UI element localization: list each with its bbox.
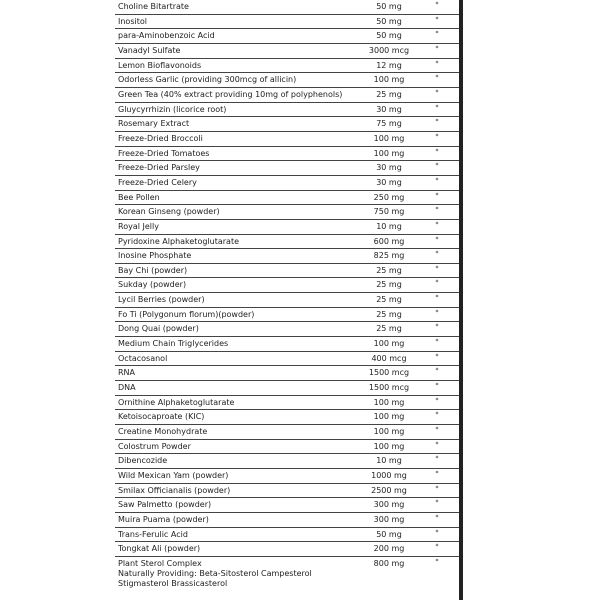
ingredient-amount: 75 mg: [376, 119, 402, 129]
ingredient-name: Dong Quai (powder): [118, 324, 199, 334]
ingredient-note-line-1: Naturally Providing: Beta-Sitosterol Campesterol: [118, 568, 312, 578]
ingredient-amount: 100 mg: [373, 75, 405, 85]
ingredient-name: Ornithine Alphaketoglutarate: [118, 397, 235, 407]
ingredient-amount: 50 mg: [376, 2, 402, 11]
ingredient-name: Freeze-Dried Parsley: [118, 163, 200, 173]
ingredient-amount: 300 mg: [373, 514, 405, 524]
table-row: [115, 513, 459, 528]
daily-value-marker: *: [435, 513, 439, 521]
daily-value-marker: *: [435, 147, 439, 155]
daily-value-marker: *: [435, 30, 439, 38]
daily-value-marker: *: [435, 235, 439, 243]
ingredient-amount: 50 mg: [376, 31, 402, 41]
ingredient-name: RNA: [118, 368, 136, 378]
ingredient-name: Sukday (powder): [118, 280, 187, 290]
daily-value-marker: *: [435, 279, 439, 287]
ingredient-amount: 100 mg: [373, 427, 405, 437]
ingredient-amount: 25 mg: [376, 295, 402, 305]
ingredient-amount: 50 mg: [376, 529, 402, 539]
table-row: [115, 381, 459, 396]
ingredient-amount: 1500 mcg: [368, 368, 410, 378]
ingredient-name: Green Tea (40% extract providing 10mg of polyphenols): [118, 89, 343, 99]
table-row: [115, 191, 459, 206]
daily-value-marker: *: [435, 191, 439, 199]
daily-value-marker: *: [435, 323, 439, 331]
daily-value-marker: *: [435, 176, 439, 184]
table-row: [115, 220, 459, 235]
table-row: [115, 278, 459, 293]
ingredient-name: Fo Ti (Polygonum florum)(powder): [118, 309, 255, 319]
table-row: [115, 322, 459, 337]
ingredient-amount: 25 mg: [376, 265, 402, 275]
daily-value-marker: *: [435, 470, 439, 477]
daily-value-marker: *: [435, 59, 439, 67]
daily-value-marker: *: [435, 132, 439, 140]
table-row: [115, 176, 459, 191]
ingredient-amount: 100 mg: [373, 133, 405, 143]
table-row: [115, 498, 459, 513]
ingredient-name: Pyridoxine Alphaketoglutarate: [118, 236, 239, 246]
table-row: [115, 542, 459, 557]
daily-value-marker: *: [435, 15, 439, 23]
ingredient-name: Saw Palmetto (powder): [118, 500, 212, 510]
ingredient-name: Octacosanol: [118, 353, 168, 363]
ingredient-amount: 200 mg: [373, 544, 405, 554]
ingredient-amount: 400 mcg: [371, 353, 407, 363]
ingredient-name: Freeze-Dried Tomatoes: [118, 148, 210, 158]
ingredient-name: Medium Chain Triglycerides: [118, 339, 229, 349]
table-row: [115, 249, 459, 264]
daily-value-marker: *: [435, 1, 439, 8]
ingredient-name: Ketoisocaproate (KIC): [118, 412, 205, 422]
table-row: [115, 396, 459, 411]
table-row: [115, 88, 459, 103]
table-row: [115, 235, 459, 250]
ingredient-amount: 825 mg: [373, 251, 405, 261]
ingredient-name: Tongkat Ali (powder): [118, 544, 201, 554]
ingredient-name: Smilax Officianalis (powder): [118, 485, 231, 495]
daily-value-marker: *: [435, 88, 439, 96]
ingredient-name: Trans-Ferulic Acid: [118, 529, 188, 539]
daily-value-marker: *: [435, 543, 439, 551]
ingredient-name: Muira Puama (powder): [118, 514, 209, 524]
table-row: [115, 103, 459, 118]
ingredient-amount: 100 mg: [373, 441, 405, 451]
ingredient-amount: 25 mg: [376, 89, 402, 99]
table-row: [115, 117, 459, 132]
table-row: [115, 0, 459, 15]
ingredient-name: para-Aminobenzoic Acid: [118, 31, 215, 41]
daily-value-marker: *: [435, 411, 439, 419]
daily-value-marker: *: [435, 103, 439, 111]
daily-value-marker: *: [435, 264, 439, 272]
table-row: [115, 264, 459, 279]
ingredient-amount: 3000 mcg: [368, 45, 410, 55]
daily-value-marker: *: [435, 308, 439, 316]
ingredient-amount: 50 mg: [376, 16, 402, 26]
ingredient-amount: 30 mg: [376, 177, 402, 187]
table-row: [115, 366, 459, 381]
ingredient-name-main: Plant Sterol Complex: [118, 558, 202, 568]
ingredient-amount: 10 mg: [376, 456, 402, 466]
table-row: [115, 73, 459, 88]
ingredient-name: Dibencozide: [118, 456, 168, 466]
ingredient-amount: 750 mg: [373, 207, 405, 217]
table-row: [115, 528, 459, 543]
ingredient-amount: 25 mg: [376, 324, 402, 334]
daily-value-marker: *: [435, 455, 439, 463]
ingredient-name: Gluycyrrhizin (licorice root): [118, 104, 227, 114]
daily-value-marker: *: [435, 338, 439, 346]
ingredient-name: Royal Jelly: [118, 221, 159, 231]
table-row: [115, 147, 459, 162]
ingredient-name: Bee Pollen: [118, 192, 160, 202]
table-row: [115, 484, 459, 499]
ingredient-amount: 25 mg: [376, 280, 402, 290]
table-row: [115, 308, 459, 323]
table-row: [115, 29, 459, 44]
ingredient-name: Bay Chi (powder): [118, 265, 188, 275]
table-row: [115, 469, 459, 484]
ingredient-name: Freeze-Dried Celery: [118, 177, 197, 187]
table-row: [115, 59, 459, 74]
ingredient-note-line-2: Stigmasterol Brassicasterol: [118, 578, 228, 588]
daily-value-marker: *: [435, 528, 439, 536]
ingredient-amount: 300 mg: [373, 500, 405, 510]
ingredient-amount: 600 mg: [373, 236, 405, 246]
ingredient-name: Freeze-Dried Broccoli: [118, 133, 203, 143]
daily-value-marker: *: [435, 396, 439, 404]
daily-value-marker: *: [435, 557, 439, 565]
table-row: [115, 161, 459, 176]
panel-right-border: [459, 0, 463, 600]
ingredient-amount: 25 mg: [376, 309, 402, 319]
table-row: [115, 44, 459, 59]
table-row: [115, 293, 459, 308]
daily-value-marker: *: [435, 162, 439, 170]
ingredient-name: Inositol: [118, 16, 147, 26]
table-row: [115, 205, 459, 220]
ingredient-amount: 10 mg: [376, 221, 402, 231]
daily-value-marker: *: [435, 74, 439, 82]
ingredient-amount: 1500 mcg: [368, 383, 410, 393]
ingredient-amount: 30 mg: [376, 163, 402, 173]
ingredient-amount: 2500 mg: [371, 485, 407, 495]
table-row: [115, 425, 459, 440]
ingredient-amount: 250 mg: [373, 192, 405, 202]
ingredient-name: Colostrum Powder: [118, 441, 191, 451]
daily-value-marker: *: [435, 294, 439, 302]
ingredient-table: [115, 0, 459, 597]
daily-value-marker: *: [435, 206, 439, 214]
ingredient-name: Lemon Bioflavonoids: [118, 60, 202, 70]
ingredient-name: Choline Bitartrate: [118, 2, 189, 11]
table-row: [115, 132, 459, 147]
ingredient-name: DNA: [118, 383, 136, 393]
ingredient-amount: 100 mg: [373, 397, 405, 407]
ingredient-name: [118, 559, 358, 589]
ingredient-amount: 100 mg: [373, 148, 405, 158]
table-row: [115, 352, 459, 367]
ingredient-amount: 12 mg: [376, 60, 402, 70]
ingredient-amount: 800 mg: [373, 558, 405, 568]
daily-value-marker: *: [435, 499, 439, 507]
daily-value-marker: *: [435, 44, 439, 52]
table-row-plant-sterol: [115, 557, 459, 597]
ingredient-name: Inosine Phosphate: [118, 251, 192, 261]
daily-value-marker: *: [435, 352, 439, 360]
table-row: [115, 454, 459, 469]
table-row: [115, 440, 459, 455]
supplement-facts-panel: [115, 0, 465, 600]
daily-value-marker: *: [435, 484, 439, 492]
table-row: [115, 15, 459, 30]
ingredient-amount: 1000 mg: [371, 471, 407, 480]
ingredient-name: Rosemary Extract: [118, 119, 190, 129]
ingredient-amount: 30 mg: [376, 104, 402, 114]
ingredient-name: Korean Ginseng (powder): [118, 207, 220, 217]
daily-value-marker: *: [435, 382, 439, 390]
ingredient-name: Wild Mexican Yam (powder): [118, 471, 229, 480]
daily-value-marker: *: [435, 440, 439, 448]
ingredient-name: Vanadyl Sulfate: [118, 45, 181, 55]
daily-value-marker: *: [435, 118, 439, 126]
ingredient-name: Odorless Garlic (providing 300mcg of allicin): [118, 75, 297, 85]
daily-value-marker: *: [435, 426, 439, 434]
daily-value-marker: *: [435, 367, 439, 375]
table-row: [115, 410, 459, 425]
ingredient-amount: 100 mg: [373, 339, 405, 349]
ingredient-amount: 100 mg: [373, 412, 405, 422]
table-row: [115, 337, 459, 352]
ingredient-name: Lycil Berries (powder): [118, 295, 205, 305]
daily-value-marker: *: [435, 220, 439, 228]
daily-value-marker: *: [435, 250, 439, 258]
ingredient-name: Creatine Monohydrate: [118, 427, 208, 437]
